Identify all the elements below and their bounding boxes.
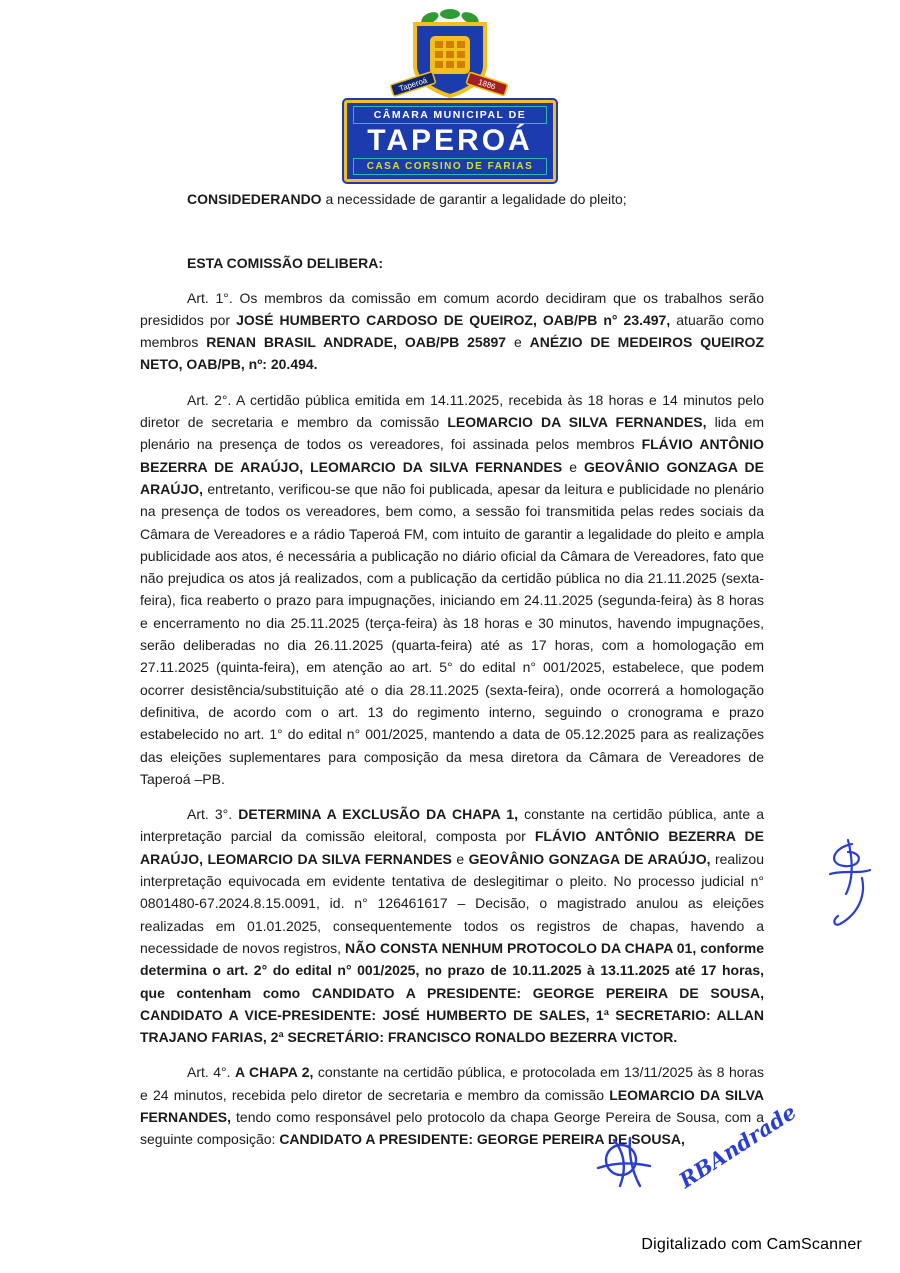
margin-initials-signature bbox=[818, 838, 882, 930]
text-run: e bbox=[506, 334, 530, 351]
monogram-signature bbox=[590, 1134, 656, 1192]
text-run: Art. 2°. A certidão pública emitida em 14.11.2025, recebida às 18 horas e 14 minutos pelo diretor de secretaria e membro da comissão bbox=[140, 391, 764, 431]
logo-org-subtitle: CASA CORSINO DE FARIAS bbox=[353, 158, 547, 175]
text-run: A CHAPA 2, bbox=[235, 1064, 314, 1081]
text-run: atuarão como membros bbox=[140, 311, 765, 351]
text-run: RENAN BRASIL ANDRADE, OAB/PB 25897 bbox=[206, 334, 507, 351]
text-run: LEOMARCIO DA SILVA FERNANDES, bbox=[140, 1086, 764, 1125]
text-run: JOSÉ HUMBERTO CARDOSO DE QUEIROZ, OAB/PB n° 23.497, bbox=[236, 311, 671, 328]
text-run: entretanto, verificou-se que não foi publicada, apesar da leitura e publicidade no plenário na presença de todos os vereadores, bem como, a sessão foi transmitida pelas redes sociais da Câmara de Vereadores e a rádio Taperoá FM, com intuito de garantir a legalidade do pleito e ampla publicidade aos atos, é necessária a publicação no diário oficial da Câmara de Vereadores, fato que não prejudica os atos já realizados, com a publicação da certidão pública no dia 21.11.2025 (sexta-feira), fica reaberto o prazo para impugnações, iniciando em 24.11.2025 (segunda-feira) às 8 horas e encerramento no dia 25.11.2025 (terça-feira) às 18 horas e 30 minutos, havendo impugnações, serão deliberadas no dia 26.11.2025 (quarta-feira) até as 17 horas, com a homologação em 27.11.2025 (quinta-feira), em atenção ao art. 5° do edital n° 001/2025, estabelece, que podem ocorrer desistência/substituição até o dia 28.11.2025 (sexta-feira), onde ocorrerá a homologação definitiva, de acordo com o art. 13 do regimento interno, seguindo o cronograma e prazo estabelecido no art. 1° do edital n° 001/2025, mantendo a data de 05.12.2025 para as realizações das eleições suplementares para composição da mesa diretora da Câmara de Vereadores de Taperoá –PB. bbox=[140, 480, 764, 787]
ribbon-right-label: 1886 bbox=[476, 77, 497, 92]
text-run: GEOVÂNIO GONZAGA DE ARAÚJO, bbox=[468, 850, 711, 867]
text-run: Art. 4°. bbox=[187, 1064, 235, 1081]
paragraph-delibera bbox=[140, 252, 764, 274]
text-run: ANÉZIO DE MEDEIROS QUEIROZ NETO, OAB/PB, nº: 20.494. bbox=[140, 334, 765, 373]
text-run: e bbox=[451, 850, 469, 867]
text-run: constante na certidão pública, e protocolada em 13/11/2025 às 8 horas e 24 minutos, recebida pelo diretor de secretaria e membro da comissão bbox=[140, 1064, 764, 1103]
ribbon-left bbox=[390, 71, 436, 96]
camscanner-watermark: Digitalizado com CamScanner bbox=[641, 1236, 862, 1253]
paragraph-art-2 bbox=[140, 389, 764, 790]
logo-text-box bbox=[344, 100, 556, 182]
text-run: CANDIDATO A PRESIDENTE: GEORGE PEREIRA DE SOUSA, bbox=[279, 1131, 685, 1148]
logo-org-name: TAPEROÁ bbox=[367, 124, 533, 157]
text-run: e bbox=[562, 458, 585, 475]
text-run: DETERMINA A EXCLUSÃO DA CHAPA 1, bbox=[238, 806, 518, 823]
text-run: LEOMARCIO DA SILVA FERNANDES, bbox=[447, 414, 707, 431]
text-run: a necessidade de garantir a legalidade do pleito; bbox=[325, 191, 627, 207]
text-run: NÃO CONSTA NENHUM PROTOCOLO DA CHAPA 01, conforme determina o art. 2° do edital n° 001/2025, no prazo de 10.11.2025 à 13.11.2025 até 17 horas, que contenham como CANDIDATO A PRESIDENTE: GEORGE PEREIRA DE SOUSA, CANDIDATO A VICE-PRESIDENTE: JOSÉ HUMBERTO DE SALES, 1ª SECRETARIO: ALLAN TRAJANO FARIAS, 2ª SECRETÁRIO: FRANCISCO RONALDO BEZERRA VICTOR. bbox=[140, 939, 764, 1046]
handwritten-signature-rbandrade: RBAndrade bbox=[674, 1098, 801, 1193]
text-run: FLÁVIO ANTÔNIO BEZERRA DE ARAÚJO, LEOMARCIO DA SILVA FERNANDES bbox=[140, 436, 764, 475]
text-run: tendo como responsável pelo protocolo da chapa George Pereira de Sousa, com a seguinte composição: bbox=[140, 1108, 764, 1148]
text-run: ESTA COMISSÃO DELIBERA: bbox=[187, 255, 384, 272]
paragraph-art-1 bbox=[140, 287, 764, 376]
document-body bbox=[140, 188, 764, 1164]
text-run: constante na certidão pública, ante a interpretação parcial da comissão eleitoral, composta por bbox=[140, 806, 765, 845]
text-run: realizou interpretação equivocada em evidente tentativa de deslegitimar o pleito. No processo judicial n° 0801480-67.2024.8.15.0091, id. n° 126461617 – Decisão, o magistrado anulou as eleições realizadas em 01.01.2025, consequentemente todos os registros de chapas, havendo a necessidade de novos registros, bbox=[140, 850, 764, 956]
municipal-logo bbox=[344, 8, 556, 182]
coat-of-arms-icon bbox=[375, 8, 525, 104]
text-run: CONSIDEDERANDO bbox=[187, 191, 326, 207]
text-run: Art. 1°. Os membros da comissão em comum acordo decidiram que os trabalhos serão presididos por bbox=[140, 289, 764, 328]
text-run: FLÁVIO ANTÔNIO BEZERRA DE ARAÚJO, LEOMARCIO DA SILVA FERNANDES bbox=[140, 828, 764, 867]
text-run: Art. 3°. bbox=[187, 806, 239, 823]
window-grid-icon bbox=[435, 41, 465, 68]
paragraph-art-4 bbox=[140, 1061, 764, 1150]
ribbon-right bbox=[466, 72, 508, 96]
text-run: lida em plenário na presença de todos os vereadores, foi assinada pelos membros bbox=[140, 414, 764, 453]
logo-org-small: CÂMARA MUNICIPAL DE bbox=[353, 106, 547, 124]
ribbon-left-label: Taperoá bbox=[398, 75, 429, 94]
paragraph-art-3 bbox=[140, 803, 764, 1048]
text-run: GEOVÂNIO GONZAGA DE ARAÚJO, bbox=[140, 458, 764, 497]
paragraph-considerando bbox=[140, 188, 764, 210]
